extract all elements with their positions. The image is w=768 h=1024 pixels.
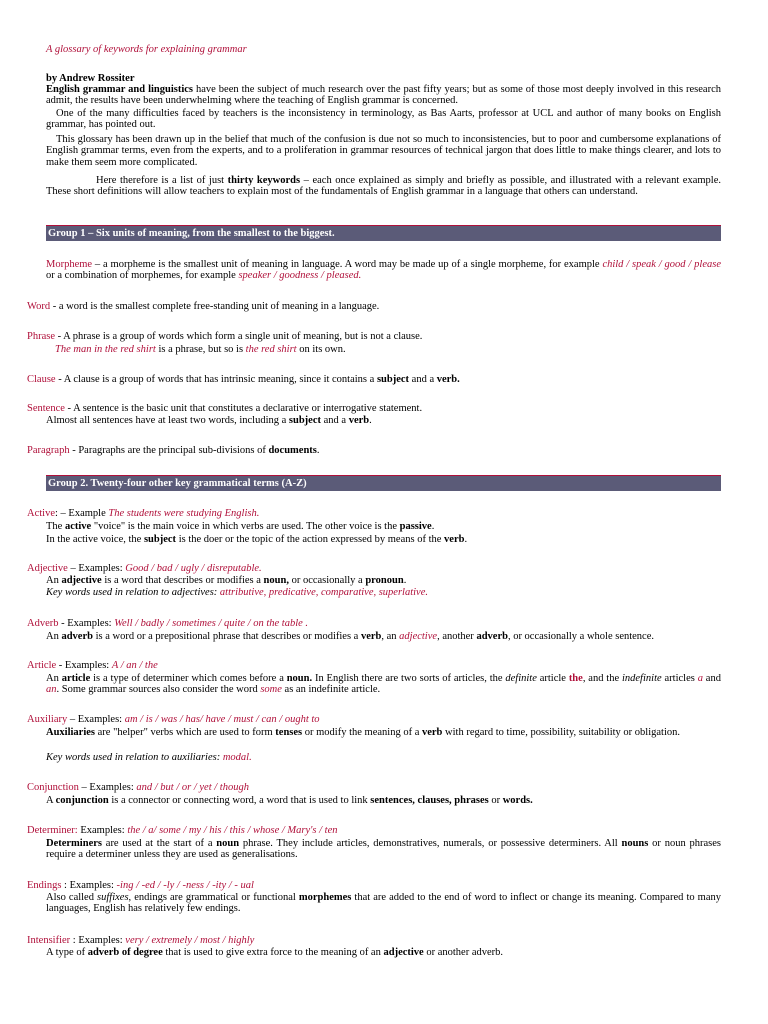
entry-adverb-line2: An adverb is a word or a prepositional phrase that describes or modifies a verb, an adjective, another adverb, or occasionally a whole sentence. <box>46 631 655 642</box>
term-adverb: Adverb <box>27 618 59 629</box>
entry-paragraph: Paragraph - Paragraphs are the principal sub-divisions of documents. <box>27 445 320 456</box>
intro-paragraph-4: Here therefore is a list of just thirty keywords – each once explained as simply and briefly as possible, and illustrated with a relevant example. These short definitions will allow teachers to explain most of the fundamentals of English grammar in a language that others can understand. <box>46 175 721 198</box>
term-morpheme: Morpheme <box>46 259 93 270</box>
entry-article: Article - Examples: A / an / the <box>27 660 158 671</box>
term-intensifier: Intensifier <box>27 935 71 946</box>
entry-adverb: Adverb - Examples: Well / badly / sometimes / quite / on the table . <box>27 618 309 629</box>
entry-word: Word - a word is the smallest complete free-standing unit of meaning in a language. <box>27 301 380 312</box>
author-line: by Andrew Rossiter <box>46 73 135 84</box>
term-active: Active <box>27 508 55 519</box>
term-determiner: Determiner: <box>27 825 78 836</box>
term-word: Word <box>27 301 51 312</box>
entry-active: Active: – Example The students were studying English. <box>27 508 260 519</box>
term-paragraph: Paragraph <box>27 445 70 456</box>
term-conjunction: Conjunction <box>27 782 79 793</box>
entry-auxiliary-body: Auxiliaries are "helper" verbs which are used to form tenses or modify the meaning of a verb with regard to time, possibility, suitability or obligation. <box>46 727 680 738</box>
entry-intensifier-line2: A type of adverb of degree that is used to give extra force to the meaning of an adjective or another adverb. <box>46 947 504 958</box>
term-endings: Endings <box>27 880 62 891</box>
intro-paragraph-3: This glossary has been drawn up in the belief that much of the confusion is due not so much to inconsistencies, but to poor and cumbersome explanations of English grammar terms, even from the experts, and to a proliferation in grammar resources of technical jargon that does little to make things clearer, and lots to make them seem more complicated. <box>46 134 721 168</box>
entry-sentence: Sentence - A sentence is the basic unit that constitutes a declarative or interrogative statement. <box>27 403 423 414</box>
entry-conjunction: Conjunction – Examples: and / but / or / yet / though <box>27 782 249 793</box>
entry-endings-body: Also called suffixes, endings are grammatical or functional morphemes that are added to the end of word to inflect or change its meaning. Compared to many languages, English has relatively few endings. <box>46 892 722 915</box>
entry-phrase: Phrase - A phrase is a group of words which form a single unit of meaning, but is not a clause. <box>27 331 423 342</box>
document-title: A glossary of keywords for explaining grammar <box>46 44 247 55</box>
entry-active-line3: In the active voice, the subject is the doer or the topic of the action expressed by means of the verb. <box>46 534 468 545</box>
term-adjective: Adjective <box>27 563 68 574</box>
entry-auxiliary-line3: Key words used in relation to auxiliaries: modal. <box>46 752 252 763</box>
term-phrase: Phrase <box>27 331 55 342</box>
entry-auxiliary: Auxiliary – Examples: am / is / was / has/ have / must / can / ought to <box>27 714 320 725</box>
entry-adjective: Adjective – Examples: Good / bad / ugly / disreputable. <box>27 563 262 574</box>
intro-paragraph-1: English grammar and linguistics have been the subject of much research over the past fifty years; but as some of those most deeply involved in this research admit, the results have been underwhelming where the teaching of English grammar is concerned. <box>46 84 721 107</box>
group-1-heading: Group 1 – Six units of meaning, from the smallest to the biggest. <box>46 225 721 241</box>
entry-phrase-example: The man in the red shirt is a phrase, but so is the red shirt on its own. <box>55 344 346 355</box>
entry-sentence-line2: Almost all sentences have at least two words, including a subject and a verb. <box>46 415 372 426</box>
entry-determiner-body: Determiners are used at the start of a noun phrase. They include articles, demonstratives, numerals, or possessive determiners. All nouns or noun phrases require a determiner unless they are used as generalisations. <box>46 838 721 861</box>
term-auxiliary: Auxiliary <box>27 714 68 725</box>
term-clause: Clause <box>27 374 56 385</box>
entry-conjunction-line2: A conjunction is a connector or connecting word, a word that is used to link sentences, clauses, phrases or words. <box>46 795 533 806</box>
entry-adjective-line3: Key words used in relation to adjectives: attributive, predicative, comparative, superlative. <box>46 587 429 598</box>
entry-adjective-line2: An adjective is a word that describes or modifies a noun, or occasionally a pronoun. <box>46 575 407 586</box>
entry-endings: Endings : Examples: -ing / -ed / -ly / -ness / -ity / - ual <box>27 880 254 891</box>
entry-morpheme: Morpheme – a morpheme is the smallest unit of meaning in language. A word may be made up of a single morpheme, for example child / speak / good / please or a combination of morphemes, for example speaker / goodness / pleased. <box>46 259 721 282</box>
entry-intensifier: Intensifier : Examples: very / extremely / most / highly <box>27 935 255 946</box>
entry-clause: Clause - A clause is a group of words that has intrinsic meaning, since it contains a subject and a verb. <box>27 374 460 385</box>
entry-determiner: Determiner: Examples: the / a/ some / my / his / this / whose / Mary's / ten <box>27 825 338 836</box>
entry-article-body: An article is a type of determiner which comes before a noun. In English there are two sorts of articles, the definite article the, and the indefinite articles a and an. Some grammar sources also consider the word some as an indefinite article. <box>46 673 721 696</box>
term-article: Article <box>27 660 57 671</box>
group-2-heading: Group 2. Twenty-four other key grammatical terms (A-Z) <box>46 475 721 491</box>
term-sentence: Sentence <box>27 403 65 414</box>
entry-active-line2: The active "voice" is the main voice in which verbs are used. The other voice is the passive. <box>46 521 435 532</box>
intro-paragraph-2: One of the many difficulties faced by teachers is the inconsistency in terminology, as Bas Aarts, professor at UCL and author of many books on English grammar, has pointed out. <box>46 108 721 131</box>
